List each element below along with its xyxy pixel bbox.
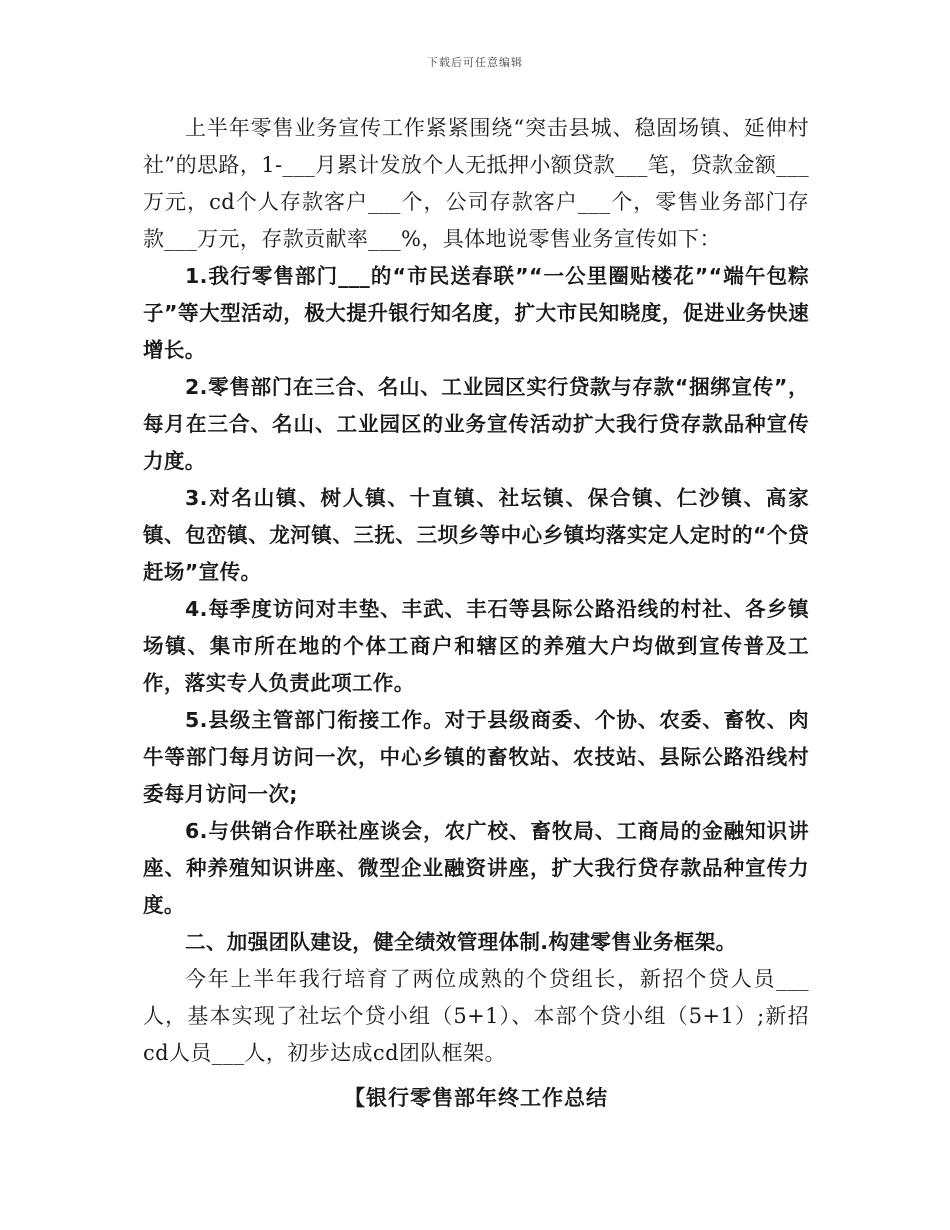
- item-5-paragraph: 5.县级主管部门衔接工作。对于县级商委、个协、农委、畜牧、肉牛等部门每月访问一次，中心乡镇的畜牧站、农技站、县际公路沿线村委每月访问一次;: [143, 708, 809, 806]
- closing-title: 【银行零售部年终工作总结: [344, 1086, 608, 1110]
- item-6-paragraph: 6.与供销合作联社座谈会，农广校、畜牧局、工商局的金融知识讲座、种养殖知识讲座、微型企业融资讲座，扩大我行贷存款品种宣传力度。: [143, 819, 809, 917]
- section-2-heading: 二、加强团队建设，健全绩效管理体制.构建零售业务框架。: [185, 930, 737, 954]
- team-paragraph: 今年上半年我行培育了两位成熟的个贷组长，新招个贷人员___人，基本实现了社坛个贷小组（5+1）、本部个贷小组（5+1）;新招cd人员___人，初步达成cd团队框架。: [143, 967, 809, 1065]
- item-4-paragraph: 4.每季度访问对丰垫、丰武、丰石等县际公路沿线的村社、各乡镇场镇、集市所在地的个体工商户和辖区的养殖大户均做到宣传普及工作，落实专人负责此项工作。: [143, 597, 809, 695]
- item-2-paragraph: 2.零售部门在三合、名山、工业园区实行贷款与存款“捆绑宣传”，每月在三合、名山、工业园区的业务宣传活动扩大我行贷存款品种宣传力度。: [143, 375, 809, 473]
- item-3-paragraph: 3.对名山镇、树人镇、十直镇、社坛镇、保合镇、仁沙镇、高家镇、包峦镇、龙河镇、三抚、三坝乡等中心乡镇均落实定人定时的“个贷赶场”宣传。: [143, 486, 809, 584]
- item-1-paragraph: 1.我行零售部门___的“市民送春联”“一公里圈贴楼花”“端午包粽子”等大型活动，极大提升银行知名度，扩大市民知晓度，促进业务快速增长。: [143, 264, 809, 362]
- intro-paragraph: 上半年零售业务宣传工作紧紧围绕“突击县城、稳固场镇、延伸村社”的思路，1-___月累计发放个人无抵押小额贷款___笔，贷款金额___万元，cd个人存款客户___个，公司存款客户___个，零售业务部门存款___万元，存款贡献率___%，具体地说零售业务宣传如下：: [143, 116, 809, 251]
- header-note: 下载后可任意编辑: [427, 56, 523, 69]
- document-body: [143, 110, 809, 1117]
